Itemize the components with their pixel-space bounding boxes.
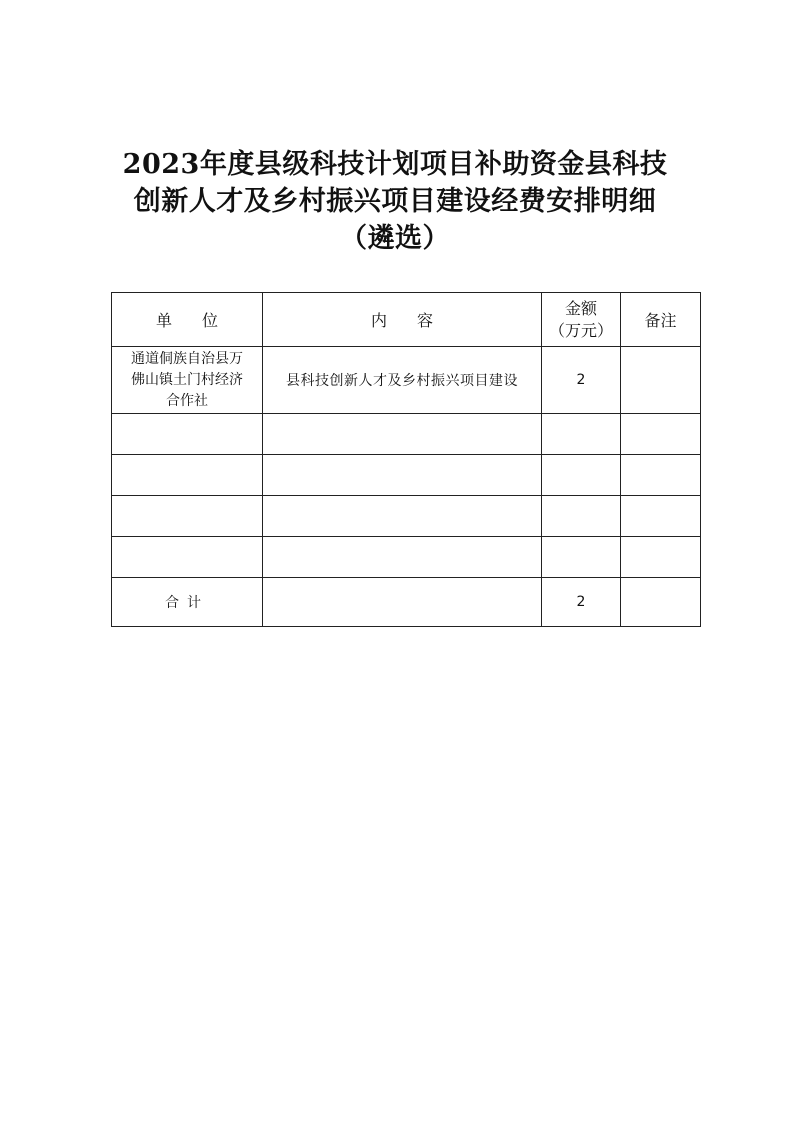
cell-unit [112, 347, 263, 414]
cell-empty [621, 414, 701, 455]
header-amount [542, 293, 621, 347]
cell-empty [112, 455, 263, 496]
cell-empty [542, 496, 621, 537]
cell-empty [112, 537, 263, 578]
cell-empty [263, 537, 542, 578]
cell-content: 县科技创新人才及乡村振兴项目建设 [263, 347, 542, 414]
cell-empty [263, 455, 542, 496]
table-row [112, 347, 701, 414]
table-row-empty [112, 537, 701, 578]
header-amount-unit: （万元） [548, 320, 613, 340]
total-amount: 2 [542, 578, 621, 627]
total-label: 合计 [112, 578, 263, 627]
cell-empty [112, 414, 263, 455]
cell-empty [621, 537, 701, 578]
header-remark: 备注 [621, 293, 701, 347]
funding-detail-table [111, 292, 701, 627]
cell-empty [263, 414, 542, 455]
header-content: 内容 [263, 293, 542, 347]
cell-empty [621, 455, 701, 496]
header-amount-label: 金额 [564, 298, 597, 318]
cell-empty [621, 496, 701, 537]
table-total-row [112, 578, 701, 627]
cell-empty [263, 496, 542, 537]
cell-empty [542, 537, 621, 578]
title-line-1: 2023年度县级科技计划项目补助资金县科技 [122, 149, 668, 180]
table-row-empty [112, 496, 701, 537]
table-header-row [112, 293, 701, 347]
title-line-3: （遴选） [340, 223, 450, 254]
document-title [100, 146, 690, 257]
total-remark [621, 578, 701, 627]
table-row-empty [112, 414, 701, 455]
total-content [263, 578, 542, 627]
cell-empty [112, 496, 263, 537]
table-row-empty [112, 455, 701, 496]
title-line-2: 创新人才及乡村振兴项目建设经费安排明细 [133, 186, 657, 217]
cell-remark [621, 347, 701, 414]
header-unit: 单位 [112, 293, 263, 347]
cell-amount: 2 [542, 347, 621, 414]
unit-line: 佛山镇土门村经济 [131, 371, 243, 388]
unit-line: 合作社 [166, 392, 208, 409]
cell-empty [542, 455, 621, 496]
unit-line: 通道侗族自治县万 [131, 350, 243, 367]
cell-empty [542, 414, 621, 455]
